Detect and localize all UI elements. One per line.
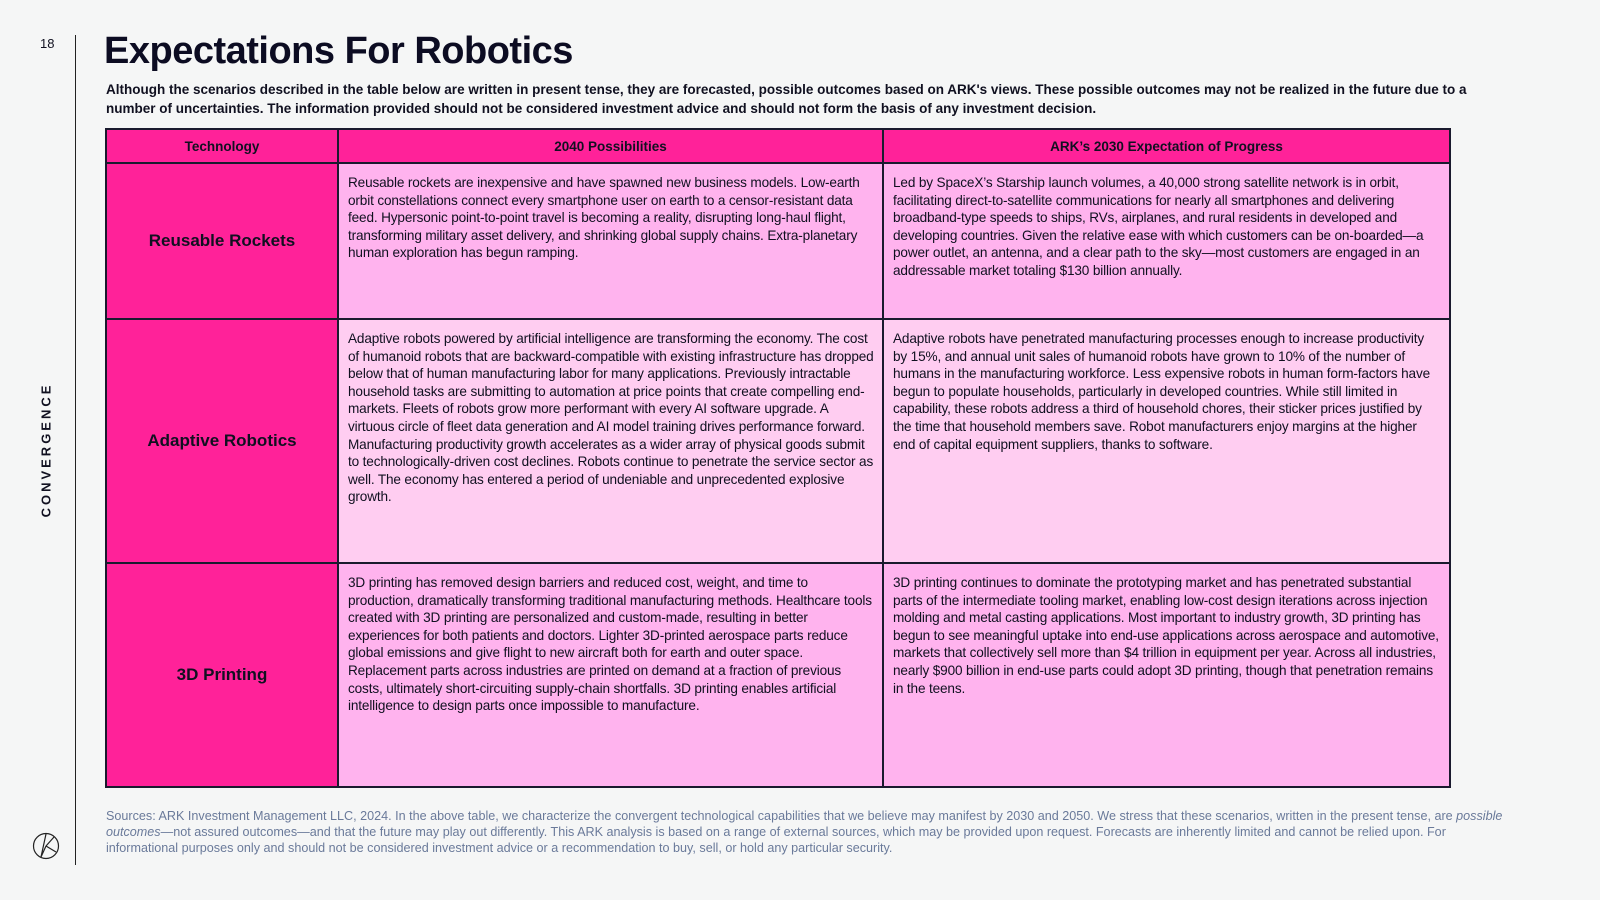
- header-2030: ARK’s 2030 Expectation of Progress: [883, 129, 1450, 163]
- footnote-text: —not assured outcomes—and that the future may play out differently. This ARK analysis is based on a range of external sources, which may be provided upon request. Forecasts are inherently limited and cannot be relied upon. For informational purposes only and should not be considered investment advice or a recommendation to buy, sell, or hold any particular security.: [106, 825, 1446, 855]
- table-row: [106, 563, 1450, 787]
- expectation-2030: Led by SpaceX’s Starship launch volumes, a 40,000 strong satellite network is in orbit, facilitating direct-to-satellite communications for nearly all smartphones and delivering broadband-type speeds to ships, RVs, airplanes, and rural residents in developed and developing countries. Given the relative ease with which customers can be on-boarded—a power outlet, an antenna, and a clear path to the sky—most customers are engaged in an addressable market totaling $130 billion annually.: [883, 163, 1450, 319]
- disclaimer-subtitle: Although the scenarios described in the table below are written in present tense, they are forecasted, possible outcomes based on ARK's views. These possible outcomes may not be realized in the future due to a number of uncertainties. The information provided should not be considered investment advice and should not form the basis of any investment decision.: [106, 82, 1467, 116]
- footnote-text: Sources: ARK Investment Management LLC, 2024. In the above table, we characterize the convergent technological capabilities that we believe may manifest by 2030 and 2050. We stress that these scenarios, written in the present tense, are: [106, 809, 1457, 823]
- expectations-table: [105, 128, 1451, 788]
- table-row: [106, 163, 1450, 319]
- expectation-2030: 3D printing continues to dominate the prototyping market and has penetrated substantial parts of the intermediate tooling market, enabling low-cost design iterations across injection molding and metal casting applications. Most important to industry growth, 3D printing has begun to see meaningful uptake into end-use applications across aerospace and automotive, markets that collectively sell more than $4 trillion in equipment per year. Across all industries, nearly $900 billion in end-use parts could adopt 3D printing, though that penetration remains in the teens.: [883, 563, 1450, 787]
- page-title: Expectations For Robotics: [104, 30, 573, 72]
- sources-footnote: [106, 808, 1506, 856]
- possibilities-2040: Reusable rockets are inexpensive and have spawned new business models. Low-earth orbit constellations connect every smartphone user on earth to a censor-resistant data feed. Hypersonic point-to-point travel is becoming a reality, disrupting long-haul flight, transforming military asset delivery, and shrinking global supply chains. Extra-planetary human exploration has begun ramping.: [338, 163, 883, 319]
- table-row: [106, 319, 1450, 563]
- expectation-2030: Adaptive robots have penetrated manufacturing processes enough to increase productivity by 15%, and annual unit sales of humanoid robots have grown to 10% of the number of humans in the manufacturing workforce. Less expensive robots in human form-factors have begun to populate households, particularly in developed countries. While still limited in capability, these robots address a third of household chores, their sticker prices justified by the time that household members save. Robot manufacturers enjoy margins at the higher end of capital equipment suppliers, thanks to software.: [883, 319, 1450, 563]
- header-2040: 2040 Possibilities: [338, 129, 883, 163]
- tech-name: Adaptive Robotics: [106, 319, 338, 563]
- section-label: CONVERGENCE: [38, 382, 54, 518]
- ark-logo-icon: [32, 832, 60, 860]
- possibilities-2040: 3D printing has removed design barriers and reduced cost, weight, and time to production, dramatically transforming traditional manufacturing methods. Healthcare tools created with 3D printing are personalized and custom-made, resulting in better experiences for both patients and doctors. Lighter 3D-printed aerospace parts reduce global emissions and give flight to new aircraft both for earth and outer space. Replacement parts across industries are printed on demand at a fraction of previous costs, ultimately short-circuiting supply-chain shortfalls. 3D printing enables artificial intelligence to design parts once impossible to manufacture.: [338, 563, 883, 787]
- tech-name: 3D Printing: [106, 563, 338, 787]
- footnote-italic: possible outcomes: [106, 809, 1503, 839]
- page-number: 18: [40, 36, 55, 51]
- possibilities-2040: Adaptive robots powered by artificial intelligence are transforming the economy. The cost of humanoid robots that are backward-compatible with existing infrastructure has dropped below that of human manufacturing labor for many applications. Previously intractable household tasks are submitting to automation at price points that create compelling end-markets. Fleets of robots grow more performant with every AI software upgrade. A virtuous circle of fleet data generation and AI model training drives performance forward. Manufacturing productivity growth accelerates as a wider array of physical goods submit to technologically-driven cost declines. Robots continue to penetrate the service sector as well. The economy has entered a period of undeniable and unprecedented explosive growth.: [338, 319, 883, 563]
- tech-name: Reusable Rockets: [106, 163, 338, 319]
- table-header: [106, 129, 1450, 163]
- header-technology: Technology: [106, 129, 338, 163]
- divider: [75, 35, 76, 865]
